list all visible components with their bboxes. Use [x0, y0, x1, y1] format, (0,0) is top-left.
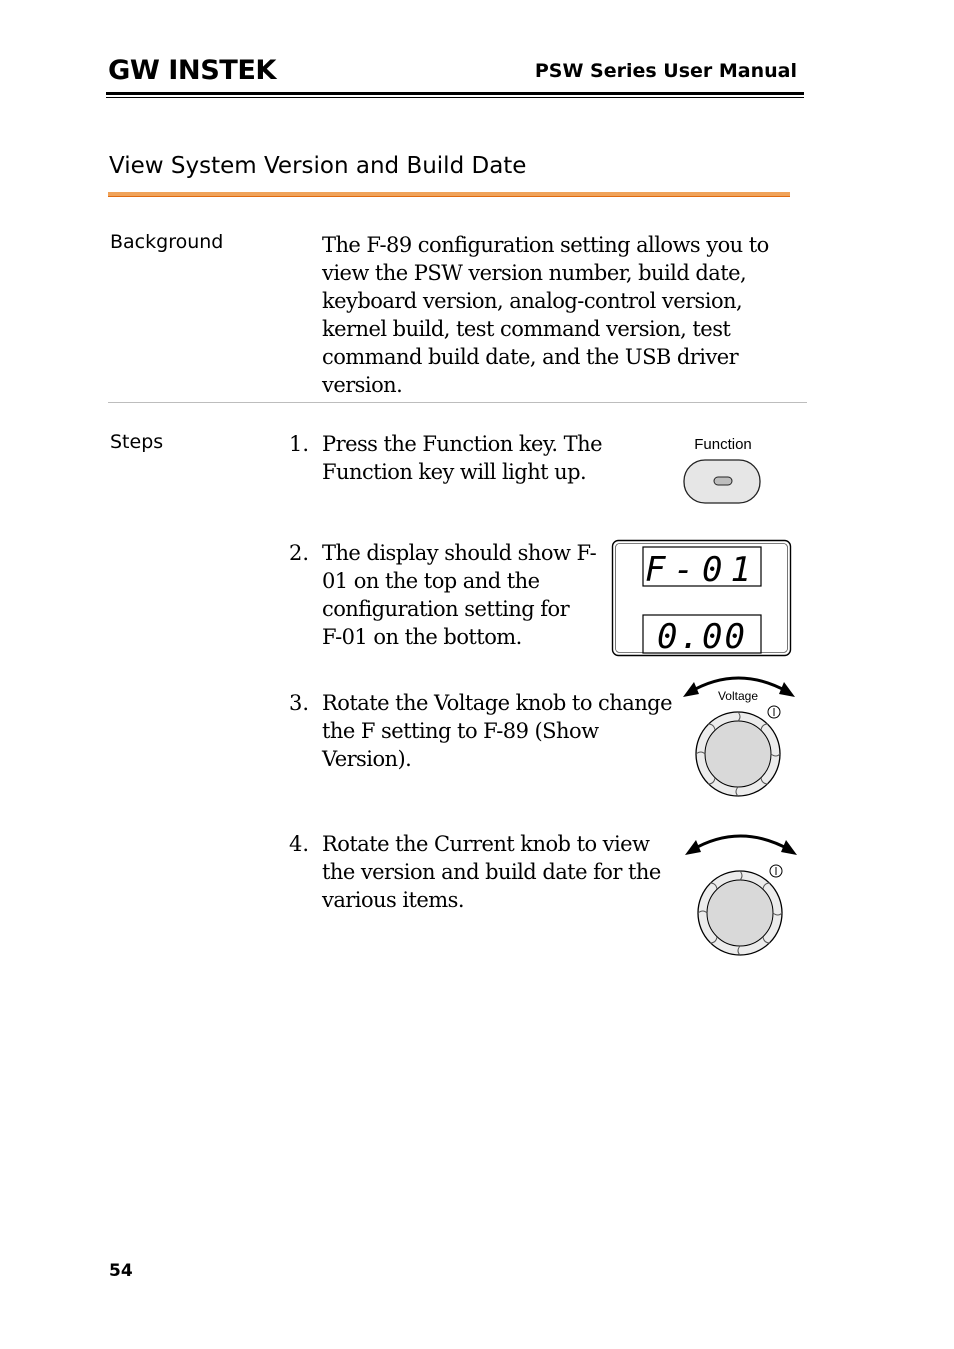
step-number: 3.: [289, 691, 310, 715]
background-line: The F-89 configuration setting allows you to: [322, 233, 769, 257]
steps-label: Steps: [110, 431, 164, 453]
display-bottom-readout: 0.00: [657, 617, 747, 657]
step-line: the F setting to F-89 (Show: [322, 719, 599, 743]
background-label: Background: [110, 231, 224, 253]
voltage-knob-icon: [680, 670, 800, 800]
step-line: F-01 on the bottom.: [322, 625, 522, 649]
logo-graphic: [108, 54, 278, 84]
background-line: version.: [322, 373, 403, 397]
current-knob-icon: [680, 828, 800, 958]
section-divider: [108, 402, 807, 403]
step-line: The display should show F-: [322, 541, 597, 565]
step-line: 01 on the top and the: [322, 569, 540, 593]
background-line: view the PSW version number, build date,: [322, 261, 747, 285]
gw-instek-logo: [108, 54, 278, 84]
step-line: configuration setting for: [322, 597, 570, 621]
function-key-icon: [680, 458, 766, 506]
step-text: [322, 430, 622, 486]
step-line: Function key will light up.: [322, 460, 587, 484]
step-text: [322, 830, 682, 914]
step-line: the version and build date for the: [322, 860, 661, 884]
display-panel-icon: [611, 539, 793, 659]
step-line: Rotate the Voltage knob to change: [322, 691, 672, 715]
step-line: Rotate the Current knob to view: [322, 832, 650, 856]
background-text: [322, 231, 792, 399]
manual-title: PSW Series User Manual: [534, 60, 797, 82]
function-key-label: Function: [694, 436, 752, 453]
step-line: Press the Function key. The: [322, 432, 602, 456]
step-line: various items.: [322, 888, 465, 912]
step-text: [322, 689, 682, 773]
step-line: Version).: [322, 747, 412, 771]
section-title: View System Version and Build Date: [109, 153, 527, 179]
background-line: keyboard version, analog-control version,: [322, 289, 743, 313]
background-line: command build date, and the USB driver: [322, 345, 739, 369]
display-top-readout: F-01: [645, 550, 759, 590]
logo-text: GW INSTEK: [108, 55, 278, 84]
voltage-knob-label: Voltage: [717, 689, 759, 703]
header-rule-thick: [106, 92, 804, 95]
step-number: 2.: [289, 541, 310, 565]
section-underline: [108, 192, 790, 197]
step-text: [322, 539, 607, 651]
background-line: kernel build, test command version, test: [322, 317, 731, 341]
step-number: 1.: [289, 432, 310, 456]
header-rule-thin: [106, 97, 804, 98]
step-number: 4.: [289, 832, 310, 856]
page-number: 54: [109, 1261, 133, 1281]
